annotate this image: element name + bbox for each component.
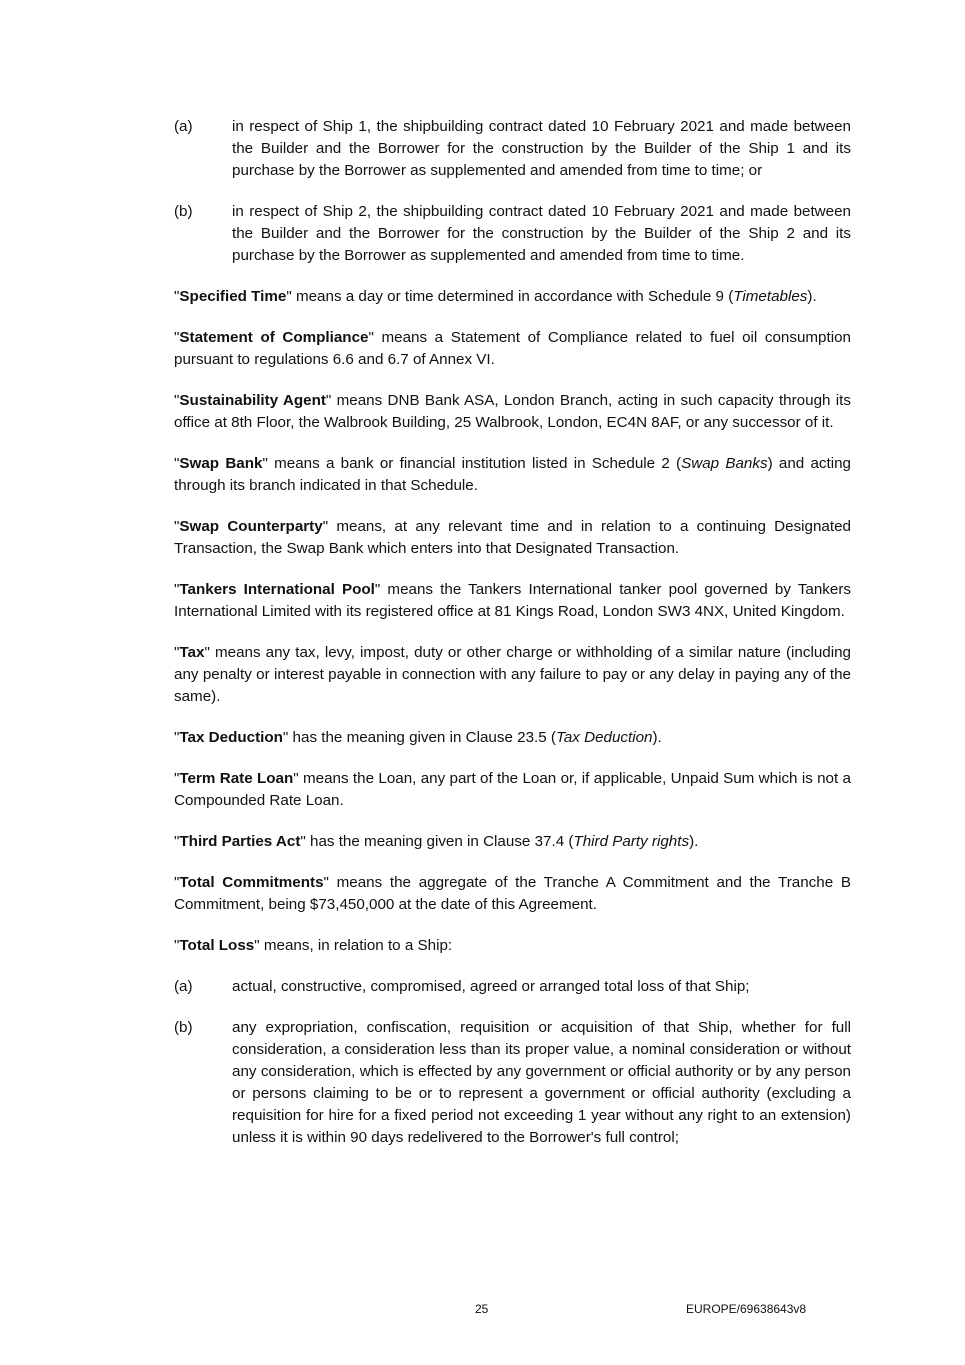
definition-specified-time: "Specified Time" means a day or time determined in accordance with Schedule 9 (Timetables). [174, 288, 817, 305]
defined-term: Term Rate Loan [179, 770, 294, 787]
definition-tax: "Tax" means any tax, levy, impost, duty or other charge or withholding of a similar nature (including any penalty or interest payable in connection with any failure to pay or any delay in paying any of the same). [174, 644, 851, 705]
defined-term: Swap Bank [179, 455, 263, 472]
total-loss-item-b [174, 1017, 851, 1149]
defined-term: Tax Deduction [179, 729, 283, 746]
item-label: (a) [174, 978, 193, 995]
item-label: (a) [174, 118, 193, 135]
total-loss-item-a [174, 976, 851, 998]
definition-tankers-international-pool: "Tankers International Pool" means the Tankers International tanker pool governed by Tankers International Limited with its registered office at 81 Kings Road, London SW3 4NX, United Kingdom. [174, 581, 851, 620]
contract-item-b [174, 201, 851, 267]
defined-term: Tax [179, 644, 205, 661]
defined-term: Tankers International Pool [179, 581, 375, 598]
definition-total-loss: "Total Loss" means, in relation to a Ship: [174, 937, 453, 954]
definition-total-commitments: "Total Commitments" means the aggregate of the Tranche A Commitment and the Tranche B Commitment, being $73,450,000 at the date of this Agreement. [174, 874, 851, 913]
definition-sustainability-agent: "Sustainability Agent" means DNB Bank ASA, London Branch, acting in such capacity through its office at 8th Floor, the Walbrook Building, 25 Walbrook, London, EC4N 8AF, or any successor of it. [174, 392, 851, 431]
document-reference: EUROPE/69638643v8 [686, 1302, 807, 1316]
definition-swap-bank: "Swap Bank" means a bank or financial institution listed in Schedule 2 (Swap Banks) and acting through its branch indicated in that Schedule. [174, 455, 851, 494]
item-label: (b) [174, 1019, 193, 1036]
page-content [174, 116, 851, 1168]
definition-term-rate-loan: "Term Rate Loan" means the Loan, any part of the Loan or, if applicable, Unpaid Sum which is not a Compounded Rate Loan. [174, 770, 851, 809]
defined-term: Specified Time [179, 288, 287, 305]
defined-term: Third Parties Act [179, 833, 301, 850]
item-label: (b) [174, 203, 193, 220]
definition-third-parties-act: "Third Parties Act" has the meaning given in Clause 37.4 (Third Party rights). [174, 833, 699, 850]
defined-term: Swap Counterparty [179, 518, 323, 535]
item-text: in respect of Ship 1, the shipbuilding contract dated 10 February 2021 and made between the Builder and the Borrower for the construction by the Builder of the Ship 1 and its purchase by the Borrower as supplemented and amended from time to time; or [232, 118, 851, 179]
item-text: any expropriation, confiscation, requisition or acquisition of that Ship, whether for full consideration, a consideration less than its proper value, a nominal consideration or without any consideration, which is effected by any government or official authority or by any person or persons claiming to be or to represent a government or official authority (excluding a requisition for hire for a fixed period not exceeding 1 year without any right to an extension) unless it is within 90 days redelivered to the Borrower's full control; [232, 1019, 851, 1146]
defined-term: Sustainability Agent [179, 392, 326, 409]
defined-term: Statement of Compliance [179, 329, 369, 346]
item-text: actual, constructive, compromised, agreed or arranged total loss of that Ship; [232, 978, 750, 995]
defined-term: Total Commitments [179, 874, 324, 891]
definition-statement-of-compliance: "Statement of Compliance" means a Statement of Compliance related to fuel oil consumption pursuant to regulations 6.6 and 6.7 of Annex VI. [174, 329, 851, 368]
defined-term: Total Loss [179, 937, 255, 954]
item-text: in respect of Ship 2, the shipbuilding contract dated 10 February 2021 and made between the Builder and the Borrower for the construction by the Builder of the Ship 2 and its purchase by the Borrower as supplemented and amended from time to time. [232, 203, 851, 264]
definition-swap-counterparty: "Swap Counterparty" means, at any relevant time and in relation to a continuing Designated Transaction, the Swap Bank which enters into that Designated Transaction. [174, 518, 851, 557]
page-number: 25 [475, 1302, 489, 1316]
definition-tax-deduction: "Tax Deduction" has the meaning given in Clause 23.5 (Tax Deduction). [174, 729, 662, 746]
contract-item-a [174, 116, 851, 182]
